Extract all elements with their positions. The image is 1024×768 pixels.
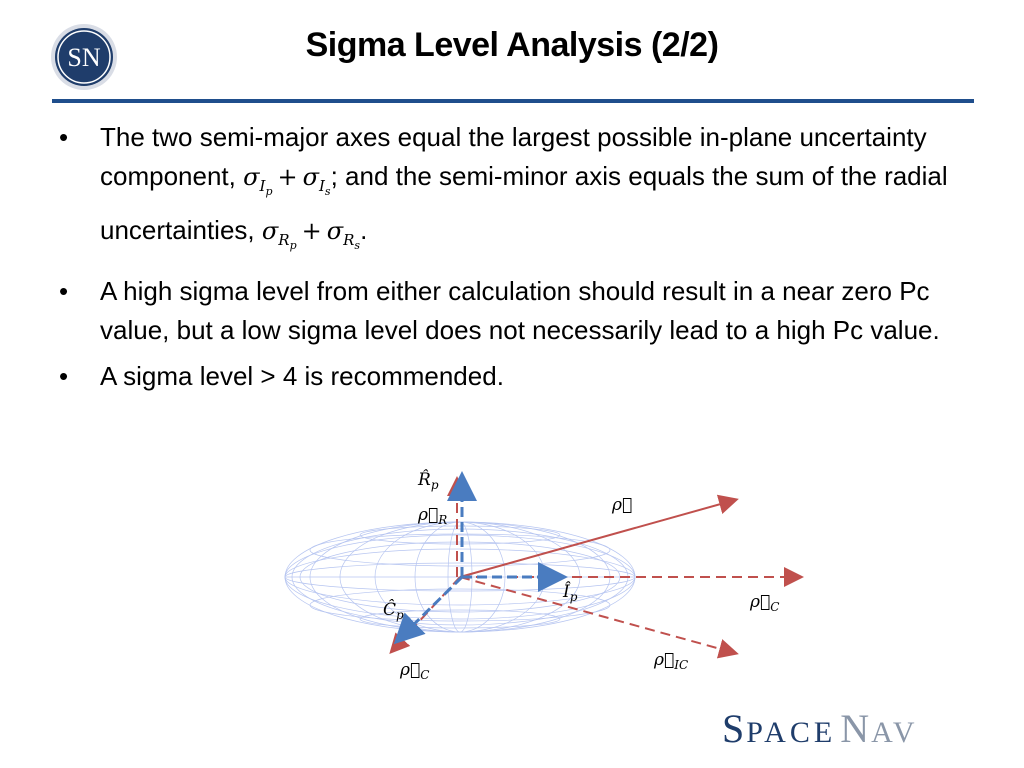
math-inplane-sum: $\sigma_{I_p}+ \sigma_{I_s}$ (243, 163, 331, 198)
bullet-dot: • (59, 360, 69, 391)
brand-rest-1: PACE (746, 716, 837, 748)
uncertainty-ellipsoid-diagram (270, 455, 810, 695)
label-rho-ic: $\rho⃗_{IC}$ (654, 650, 689, 672)
rho-vector (460, 500, 735, 577)
label-rho-r: $\rho⃗_R$ (418, 505, 448, 527)
math-radial-sum: $\sigma_{R_p}+ \sigma_{R_s}$ (261, 216, 361, 252)
svg-text:SPACENAV (722, 706, 919, 748)
bullet-text: The two semi-major axes equal the largest possible in-plane uncertainty component, (100, 122, 927, 191)
bullet-text: A high sigma level from either calculation should result in a near zero Pc value, but a low sigma level does not necessarily lead to a high Pc value. (100, 275, 940, 345)
bullet-text: A sigma level > 4 is recommended. (100, 360, 504, 391)
logo-text: SN (67, 43, 101, 72)
label-i-hat-p: $Î_p$ (563, 582, 578, 604)
title-rule (52, 99, 974, 103)
bullet-text: . (360, 214, 368, 245)
label-rho: ρ⃗ (612, 495, 633, 515)
brand-cap-1: S (722, 706, 745, 748)
label-rho-c-left: $\rho⃗_C$ (400, 660, 430, 682)
spacenav-logo (722, 704, 984, 748)
label-c-hat-p: $Ĉ_p$ (383, 600, 404, 622)
bullet-list (56, 118, 956, 403)
bullet-item-recommendation (56, 357, 956, 396)
bullet-dot: • (59, 275, 69, 306)
brand-cap-2: N (840, 706, 870, 748)
bullet-item-axes (56, 118, 956, 265)
label-rho-c-right: $\rho⃗_C$ (750, 592, 780, 614)
bullet-item-sigma-pc (56, 272, 956, 350)
slide-title: Sigma Level Analysis (2/2) (305, 26, 719, 64)
rho-ic-vector (460, 577, 735, 653)
bullet-dot: • (59, 122, 69, 152)
label-r-hat-p: $R̂_p$ (418, 470, 439, 492)
bullet-text: ; and the semi-minor axis equals the sum of the radial uncertainties, (100, 161, 948, 245)
brand-rest-2: AV (871, 716, 919, 748)
